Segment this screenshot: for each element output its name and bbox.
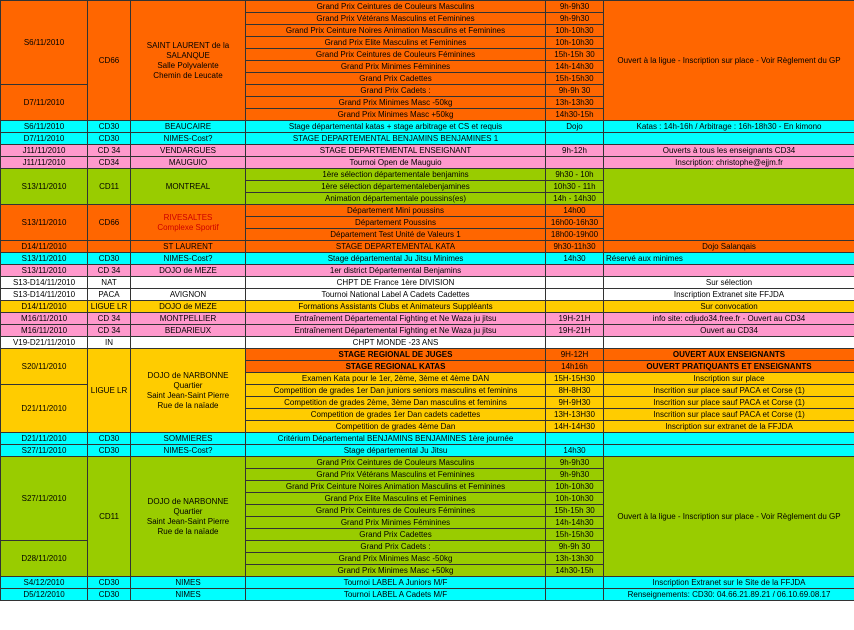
date-cell: S13/11/2010 xyxy=(1,205,88,241)
time-cell: 9h-9h30 xyxy=(546,457,604,469)
org-cell: CD30 xyxy=(88,121,131,133)
place-cell: MONTPELLIER xyxy=(131,313,246,325)
event-cell: Entraînement Départemental Fighting et Ne Waza ju jitsu xyxy=(246,313,546,325)
org-cell: CD30 xyxy=(88,577,131,589)
event-cell: Stage départemental Ju Jitsu Minimes xyxy=(246,253,546,265)
event-cell: Grand Prix Elite Masculins et Feminines xyxy=(246,37,546,49)
time-cell: 14h30-15h xyxy=(546,109,604,121)
org-cell: CD11 xyxy=(88,457,131,577)
event-cell: STAGE DEPARTEMENTAL KATA xyxy=(246,241,546,253)
place-cell: NIMES-Cost? xyxy=(131,253,246,265)
date-cell: S13/11/2010 xyxy=(1,265,88,277)
place-cell xyxy=(131,1,246,121)
event-cell: Département Test Unité de Valeurs 1 xyxy=(246,229,546,241)
event-cell: Tournoi National Label A Cadets Cadettes xyxy=(246,289,546,301)
info-cell: Dojo Salanqais xyxy=(604,241,854,253)
date-cell: S4/12/2010 xyxy=(1,577,88,589)
place-line: Quartier xyxy=(173,380,203,390)
time-cell: 15h-15h 30 xyxy=(546,49,604,61)
org-cell: LIGUE LR xyxy=(88,349,131,433)
event-cell: STAGE REGIONAL KATAS xyxy=(246,361,546,373)
event-cell: Competition de grades 1er Dan cadets cadettes xyxy=(246,409,546,421)
time-cell xyxy=(546,577,604,589)
table-row xyxy=(1,313,854,325)
info-cell: Ouvert au CD34 xyxy=(604,325,854,337)
event-cell: Grand Prix Ceintures de Couleurs Féminines xyxy=(246,49,546,61)
time-cell: 9h-9h30 xyxy=(546,1,604,13)
info-cell: Réservé aux minimes xyxy=(604,253,854,265)
table-row xyxy=(1,445,854,457)
event-cell: Grand Prix Cadettes xyxy=(246,73,546,85)
date-cell: S6/11/2010 xyxy=(1,1,88,85)
place-line: Complexe Sportif xyxy=(157,222,219,232)
table-row xyxy=(1,349,854,361)
place-cell: MAUGUIO xyxy=(131,157,246,169)
table-row xyxy=(1,133,854,145)
date-cell: V19-D21/11/2010 xyxy=(1,337,88,349)
info-cell: Inscription: christophe@ejjm.fr xyxy=(604,157,854,169)
place-cell: AVIGNON xyxy=(131,289,246,301)
org-cell: CD11 xyxy=(88,169,131,205)
time-cell: 9h-9h 30 xyxy=(546,85,604,97)
place-cell: NIMES xyxy=(131,577,246,589)
event-cell: Grand Prix Ceintures de Couleurs Masculins xyxy=(246,457,546,469)
time-cell xyxy=(546,277,604,289)
date-cell: D7/11/2010 xyxy=(1,85,88,121)
place-cell xyxy=(131,277,246,289)
table-row xyxy=(1,1,854,13)
time-cell: 15h-15h30 xyxy=(546,529,604,541)
time-cell: 9H-12H xyxy=(546,349,604,361)
time-cell: 13H-13H30 xyxy=(546,409,604,421)
info-cell: Renseignements: CD30: 04.66.21.89.21 / 06.10.69.08.17 xyxy=(604,589,854,601)
event-cell: Grand Prix Vétérans Masculins et Feminines xyxy=(246,469,546,481)
table-row xyxy=(1,289,854,301)
table-row xyxy=(1,277,854,289)
place-line: RIVESALTES xyxy=(163,212,213,222)
place-cell: BEDARIEUX xyxy=(131,325,246,337)
org-cell: NAT xyxy=(88,277,131,289)
event-cell: Grand Prix Cadettes xyxy=(246,529,546,541)
org-cell: CD 34 xyxy=(88,325,131,337)
info-cell: Inscription sur place xyxy=(604,373,854,385)
place-line: SAINT LAURENT de la SALANQUE xyxy=(146,40,230,60)
time-cell xyxy=(546,157,604,169)
table-row xyxy=(1,241,854,253)
table-row xyxy=(1,589,854,601)
place-cell: SOMMIERES xyxy=(131,433,246,445)
event-cell: Competition de grades 2ème, 3ème Dan masculins et feminins xyxy=(246,397,546,409)
info-cell: Katas : 14h-16h / Arbitrage : 16h-18h30 - En kimono xyxy=(604,121,854,133)
time-cell: 10h30 - 11h xyxy=(546,181,604,193)
place-line: Chemin de Leucate xyxy=(153,70,223,80)
event-cell: STAGE REGIONAL DE JUGES xyxy=(246,349,546,361)
place-line: DOJO de NARBONNE xyxy=(147,370,229,380)
table-row xyxy=(1,433,854,445)
info-cell xyxy=(604,337,854,349)
info-cell: Inscrition sur place sauf PACA et Corse (1) xyxy=(604,409,854,421)
time-cell xyxy=(546,589,604,601)
org-cell: CD 34 xyxy=(88,265,131,277)
event-cell: Grand Prix Ceintures de Couleurs Féminines xyxy=(246,505,546,517)
place-cell: VENDARGUES xyxy=(131,145,246,157)
place-line: Rue de la naïade xyxy=(157,526,219,536)
event-cell: 1ère sélection départementale benjamins xyxy=(246,169,546,181)
info-cell xyxy=(604,445,854,457)
place-line: DOJO de NARBONNE xyxy=(147,496,229,506)
time-cell: 13h-13h30 xyxy=(546,97,604,109)
info-cell: OUVERT PRATIQUANTS ET ENSEIGNANTS xyxy=(604,361,854,373)
date-cell: S13-D14/11/2010 xyxy=(1,277,88,289)
time-cell: 19H-21H xyxy=(546,325,604,337)
time-cell: 14h30 xyxy=(546,253,604,265)
event-cell: Grand Prix Elite Masculins et Feminines xyxy=(246,493,546,505)
event-cell: STAGE DEPARTEMENTAL BENJAMINS BENJAMINES 1 xyxy=(246,133,546,145)
place-cell: NIMES-Cost? xyxy=(131,445,246,457)
org-cell: PACA xyxy=(88,289,131,301)
org-cell: CD 34 xyxy=(88,313,131,325)
date-cell: S13-D14/11/2010 xyxy=(1,289,88,301)
date-cell: M16/11/2010 xyxy=(1,325,88,337)
place-cell: NIMES-Cost? xyxy=(131,133,246,145)
place-cell: DOJO de MEZE xyxy=(131,301,246,313)
event-cell: Competition de grades 4ème Dan xyxy=(246,421,546,433)
date-cell: D7/11/2010 xyxy=(1,133,88,145)
table-row xyxy=(1,265,854,277)
event-cell: Examen Kata pour le 1er, 2ème, 3ème et 4ème DAN xyxy=(246,373,546,385)
time-cell xyxy=(546,301,604,313)
org-cell: CD66 xyxy=(88,205,131,241)
place-line: Quartier xyxy=(173,506,203,516)
table-row xyxy=(1,205,854,217)
event-cell: Département Mini poussins xyxy=(246,205,546,217)
org-cell: CD34 xyxy=(88,157,131,169)
event-cell: Grand Prix Minimes Féminines xyxy=(246,61,546,73)
time-cell: 15h-15h30 xyxy=(546,73,604,85)
time-cell: 15H-15H30 xyxy=(546,373,604,385)
place-line: Salle Polyvalente xyxy=(157,60,219,70)
table-row xyxy=(1,145,854,157)
place-line: Saint Jean-Saint Pierre xyxy=(146,516,230,526)
info-cell xyxy=(604,433,854,445)
org-cell: CD30 xyxy=(88,433,131,445)
event-cell: Competition de grades 1er Dan juniors seniors masculins et feminins xyxy=(246,385,546,397)
time-cell: 14h00 xyxy=(546,205,604,217)
date-cell: S13/11/2010 xyxy=(1,169,88,205)
event-cell: Grand Prix Ceintures de Couleurs Masculins xyxy=(246,1,546,13)
info-cell: Inscription Extranet site FFJDA xyxy=(604,289,854,301)
event-cell: Grand Prix Minimes Masc -50kg xyxy=(246,97,546,109)
table-row xyxy=(1,157,854,169)
time-cell: 15h-15h 30 xyxy=(546,505,604,517)
date-cell: S27/11/2010 xyxy=(1,445,88,457)
table-row xyxy=(1,121,854,133)
time-cell: 9h-9h30 xyxy=(546,13,604,25)
time-cell: 13h-13h30 xyxy=(546,553,604,565)
time-cell: 14h-14h30 xyxy=(546,61,604,73)
time-cell: 10h-10h30 xyxy=(546,493,604,505)
info-cell xyxy=(604,169,854,205)
time-cell: 14h30-15h xyxy=(546,565,604,577)
info-cell: Sur convocation xyxy=(604,301,854,313)
info-cell: Ouvert à la ligue - Inscription sur place - Voir Règlement du GP xyxy=(604,1,854,121)
place-cell xyxy=(131,337,246,349)
event-cell: Département Poussins xyxy=(246,217,546,229)
org-cell: CD66 xyxy=(88,1,131,121)
time-cell: 16h00-16h30 xyxy=(546,217,604,229)
time-cell: 10h-10h30 xyxy=(546,481,604,493)
event-cell: Grand Prix Minimes Masc +50kg xyxy=(246,109,546,121)
time-cell: 9h-9h30 xyxy=(546,469,604,481)
event-cell: Grand Prix Ceinture Noires Animation Masculins et Feminines xyxy=(246,25,546,37)
info-cell: Ouverts à tous les enseignants CD34 xyxy=(604,145,854,157)
time-cell: 10h-10h30 xyxy=(546,25,604,37)
event-cell: STAGE DEPARTEMENTAL ENSEIGNANT xyxy=(246,145,546,157)
time-cell: 14h-14h30 xyxy=(546,517,604,529)
table-row xyxy=(1,169,854,181)
info-cell xyxy=(604,205,854,241)
date-cell: M16/11/2010 xyxy=(1,313,88,325)
org-cell: CD30 xyxy=(88,445,131,457)
table-row xyxy=(1,253,854,265)
time-cell: 9h-12h xyxy=(546,145,604,157)
org-cell: CD30 xyxy=(88,253,131,265)
date-cell: S27/11/2010 xyxy=(1,457,88,541)
time-cell: 9h30-11h30 xyxy=(546,241,604,253)
event-cell: Grand Prix Cadets : xyxy=(246,541,546,553)
time-cell: 9h30 - 10h xyxy=(546,169,604,181)
info-cell: Inscrition sur place sauf PACA et Corse (1) xyxy=(604,397,854,409)
date-cell: D21/11/2010 xyxy=(1,385,88,433)
time-cell xyxy=(546,265,604,277)
info-cell: info site: cdjudo34.free.fr - Ouvert au CD34 xyxy=(604,313,854,325)
org-cell xyxy=(88,241,131,253)
date-cell: D14/11/2010 xyxy=(1,241,88,253)
event-cell: CHPT MONDE -23 ANS xyxy=(246,337,546,349)
event-cell: Formations Assistants Clubs et Animateurs Suppléants xyxy=(246,301,546,313)
date-cell: S6/11/2010 xyxy=(1,121,88,133)
time-cell: 10h-10h30 xyxy=(546,37,604,49)
info-cell: OUVERT AUX ENSEIGNANTS xyxy=(604,349,854,361)
event-cell: Stage départemental katas + stage arbitrage et CS et requis xyxy=(246,121,546,133)
event-cell: CHPT DE France 1ère DIVISION xyxy=(246,277,546,289)
org-cell: IN xyxy=(88,337,131,349)
time-cell: 8H-8H30 xyxy=(546,385,604,397)
event-cell: Tournoi LABEL A Cadets M/F xyxy=(246,589,546,601)
event-cell: Grand Prix Ceinture Noires Animation Masculins et Feminines xyxy=(246,481,546,493)
date-cell: S13/11/2010 xyxy=(1,253,88,265)
event-cell: Stage départemental Ju Jitsu xyxy=(246,445,546,457)
event-cell: Grand Prix Minimes Féminines xyxy=(246,517,546,529)
table-row xyxy=(1,325,854,337)
place-cell: BEAUCAIRE xyxy=(131,121,246,133)
time-cell: Dojo xyxy=(546,121,604,133)
place-cell xyxy=(131,205,246,241)
place-cell: ST LAURENT xyxy=(131,241,246,253)
table-row xyxy=(1,337,854,349)
event-cell: Critérium Départemental BENJAMINS BENJAMINES 1ère journée xyxy=(246,433,546,445)
place-line: Rue de la naïade xyxy=(157,400,219,410)
table-row xyxy=(1,577,854,589)
place-cell xyxy=(131,457,246,577)
info-cell: Sur sélection xyxy=(604,277,854,289)
org-cell: CD30 xyxy=(88,589,131,601)
time-cell: 14h30 xyxy=(546,445,604,457)
table-row xyxy=(1,301,854,313)
time-cell: 14h16h xyxy=(546,361,604,373)
event-cell: Grand Prix Minimes Masc -50kg xyxy=(246,553,546,565)
date-cell: J11/11/2010 xyxy=(1,157,88,169)
place-cell xyxy=(131,349,246,433)
date-cell: D21/11/2010 xyxy=(1,433,88,445)
place-cell: MONTREAL xyxy=(131,169,246,205)
event-cell: Grand Prix Minimes Masc +50kg xyxy=(246,565,546,577)
event-cell: Grand Prix Vétérans Masculins et Feminines xyxy=(246,13,546,25)
date-cell: J11/11/2010 xyxy=(1,145,88,157)
org-cell: CD30 xyxy=(88,133,131,145)
event-cell: Grand Prix Cadets : xyxy=(246,85,546,97)
time-cell xyxy=(546,433,604,445)
time-cell xyxy=(546,289,604,301)
time-cell: 9H-9H30 xyxy=(546,397,604,409)
info-cell: Ouvert à la ligue - Inscription sur place - Voir Règlement du GP xyxy=(604,457,854,577)
time-cell: 14H-14H30 xyxy=(546,421,604,433)
date-cell: D5/12/2010 xyxy=(1,589,88,601)
event-cell: Tournoi LABEL A Juniors M/F xyxy=(246,577,546,589)
date-cell: S20/11/2010 xyxy=(1,349,88,385)
org-cell: CD 34 xyxy=(88,145,131,157)
event-cell: 1er district Départemental Benjamins xyxy=(246,265,546,277)
table-row xyxy=(1,457,854,469)
event-cell: Entraînement Départemental Fighting et Ne Waza ju jitsu xyxy=(246,325,546,337)
place-line: Saint Jean-Saint Pierre xyxy=(146,390,230,400)
org-cell: LIGUE LR xyxy=(88,301,131,313)
event-cell: Animation départementale poussins(es) xyxy=(246,193,546,205)
date-cell: D14/11/2010 xyxy=(1,301,88,313)
place-cell: NIMES xyxy=(131,589,246,601)
time-cell xyxy=(546,337,604,349)
time-cell xyxy=(546,133,604,145)
info-cell xyxy=(604,133,854,145)
time-cell: 19H-21H xyxy=(546,313,604,325)
event-cell: 1ère sélection départementalebenjamines xyxy=(246,181,546,193)
time-cell: 18h00-19h00 xyxy=(546,229,604,241)
event-cell: Tournoi Open de Mauguio xyxy=(246,157,546,169)
place-cell: DOJO de MEZE xyxy=(131,265,246,277)
info-cell xyxy=(604,265,854,277)
info-cell: Inscription Extranet sur le Site de la FFJDA xyxy=(604,577,854,589)
time-cell: 14h - 14h30 xyxy=(546,193,604,205)
time-cell: 9h-9h 30 xyxy=(546,541,604,553)
info-cell: Inscription sur extranet de la FFJDA xyxy=(604,421,854,433)
info-cell: Inscrition sur place sauf PACA et Corse (1) xyxy=(604,385,854,397)
date-cell: D28/11/2010 xyxy=(1,541,88,577)
